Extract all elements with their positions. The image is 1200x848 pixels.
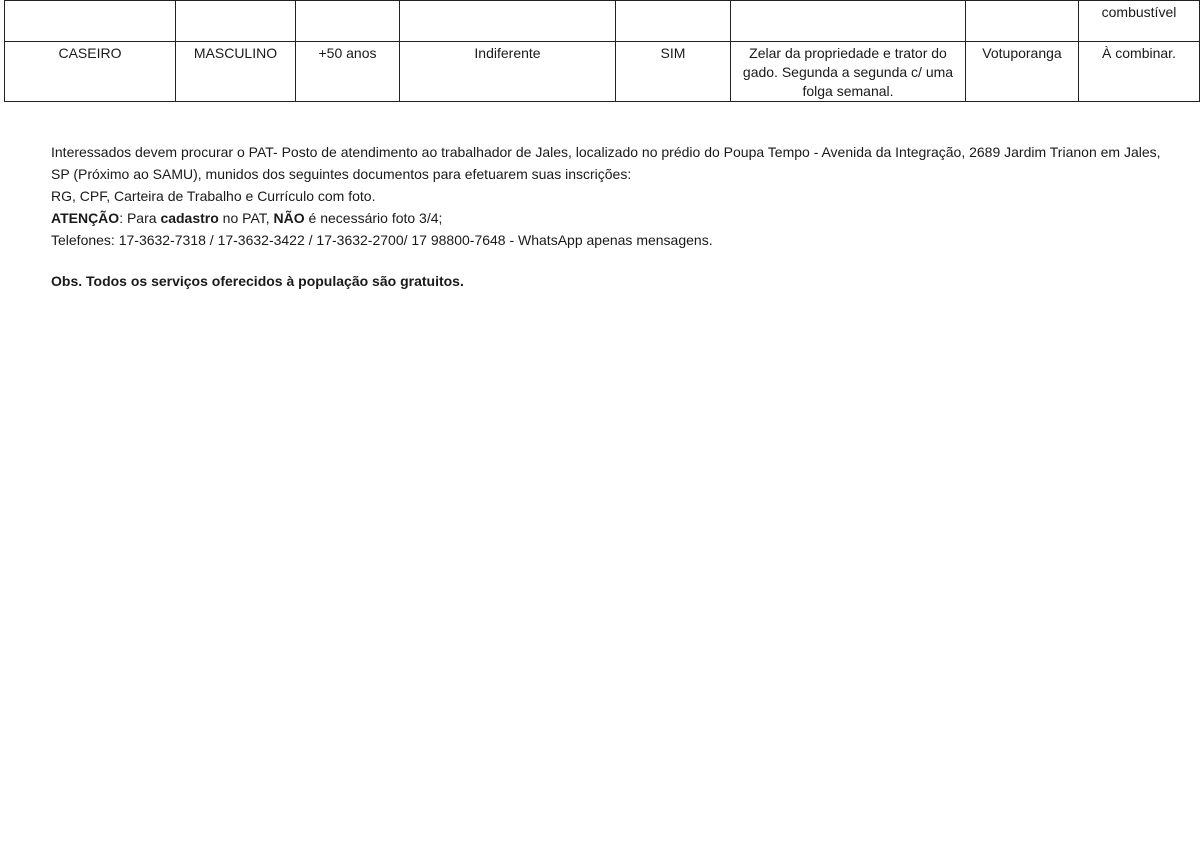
table-cell [5, 1, 176, 42]
attention-line [51, 207, 1161, 229]
intro-paragraph: Interessados devem procurar o PAT- Posto de atendimento ao trabalhador de Jales, localizado no prédio do Poupa Tempo - Avenida da Integração, 2689 Jardim Trianon em Jales, SP (Próximo ao SAMU), munidos dos seguintes documentos para efetuarem suas inscrições: [51, 144, 1161, 182]
attention-text-3: é necessário foto 3/4; [304, 210, 443, 226]
table-cell [296, 1, 400, 42]
cell-cidade: Votuporanga [966, 42, 1079, 102]
cell-experiencia: SIM [616, 42, 731, 102]
attention-text-2: no PAT, [218, 210, 274, 226]
cell-salario: À combinar. [1079, 42, 1200, 102]
table-cell [731, 1, 966, 42]
attention-cadastro: cadastro [160, 210, 219, 226]
instructions-block [51, 141, 1161, 251]
table-cell [966, 1, 1079, 42]
attention-nao: NÃO [273, 210, 305, 226]
table-cell-salary-note: combustível [1079, 1, 1200, 42]
table-cell [616, 1, 731, 42]
cell-atividades: Zelar da propriedade e trator do gado. Segunda a segunda c/ uma folga semanal. [731, 42, 966, 102]
table-row-caseiro [5, 42, 1200, 102]
cell-cargo: CASEIRO [5, 42, 176, 102]
cell-sexo: MASCULINO [176, 42, 296, 102]
attention-text-1: : Para [119, 210, 161, 226]
cell-escolaridade: Indiferente [400, 42, 616, 102]
documents-line: RG, CPF, Carteira de Trabalho e Currículo com foto. [51, 188, 376, 204]
table-cell [400, 1, 616, 42]
cell-idade: +50 anos [296, 42, 400, 102]
attention-label: ATENÇÃO [51, 210, 120, 226]
table-row-previous [5, 1, 1200, 42]
obs-note: Obs. Todos os serviços oferecidos à população são gratuitos. [51, 273, 464, 289]
phones-line: Telefones: 17-3632-7318 / 17-3632-3422 / 17-3632-2700/ 17 98800-7648 - WhatsApp apenas mensagens. [51, 232, 713, 248]
jobs-table [4, 0, 1200, 102]
table-cell [176, 1, 296, 42]
